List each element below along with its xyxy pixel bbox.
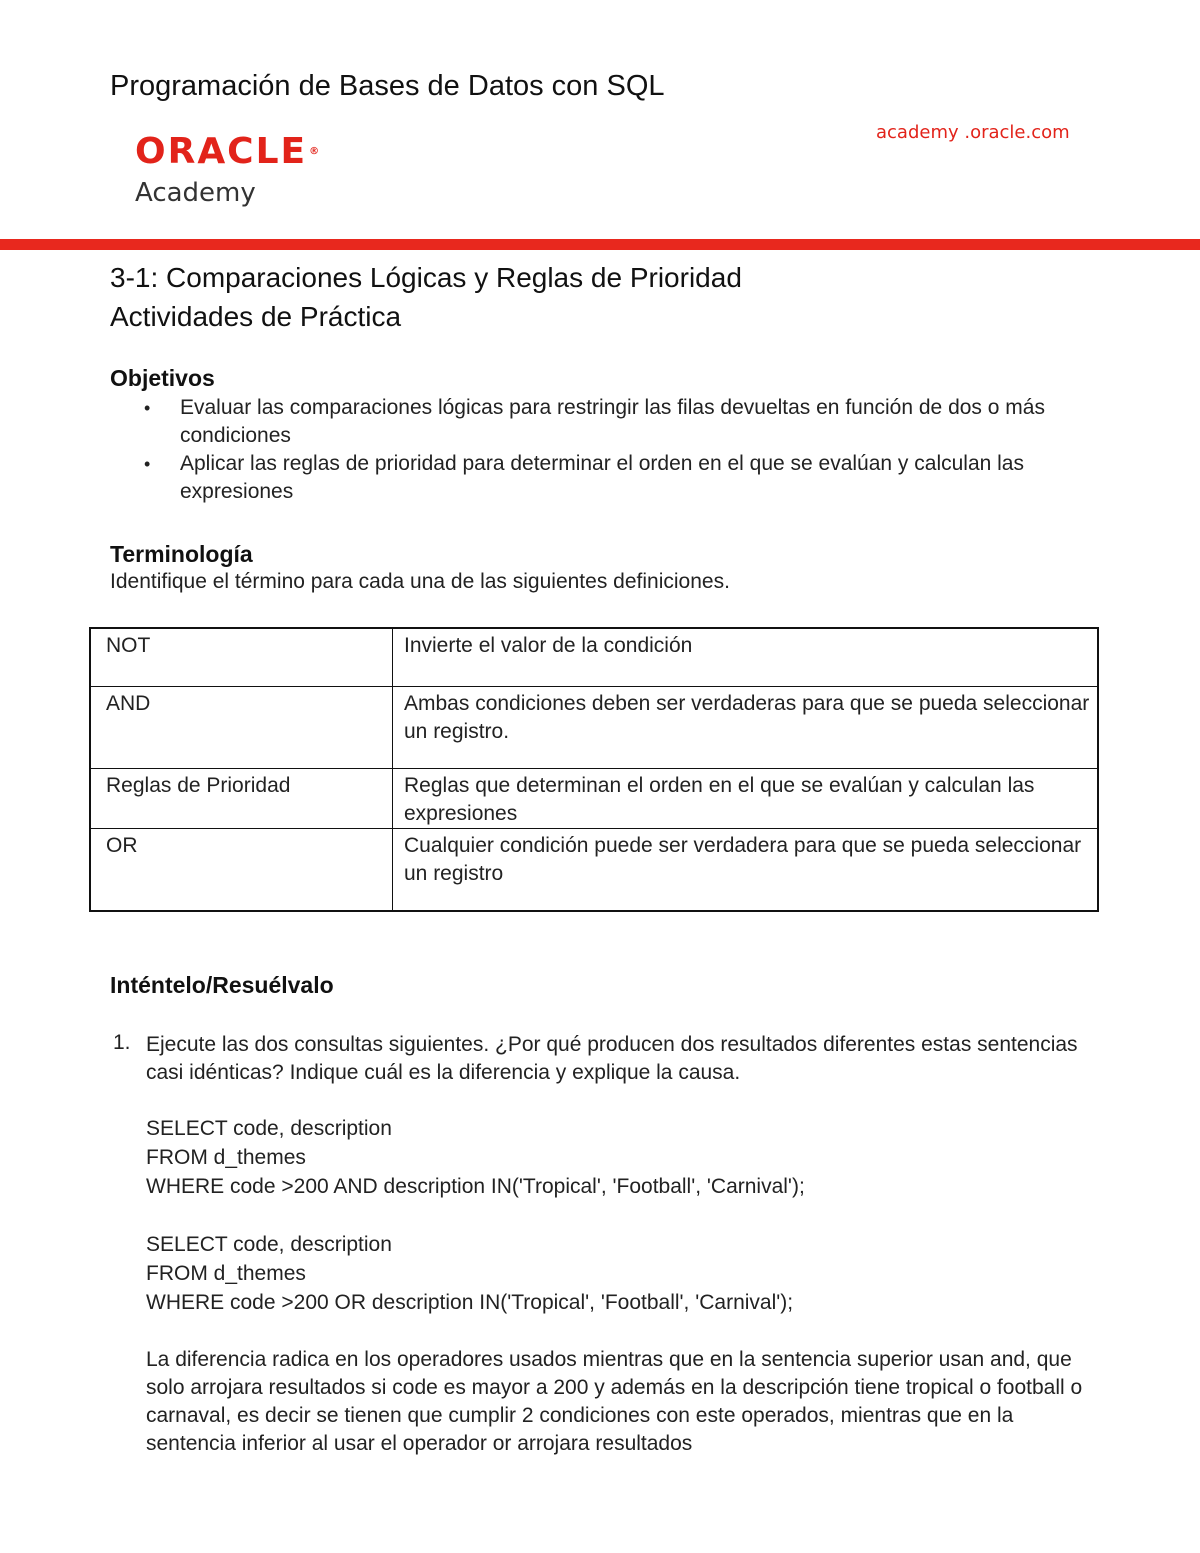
course-title: Programación de Bases de Datos con SQL <box>110 70 665 102</box>
term-cell: AND <box>90 686 393 768</box>
sql-query-and: SELECT code, description FROM d_themes WHERE code >200 AND description IN('Tropical', 'Football', 'Carnival'); <box>146 1117 805 1198</box>
question-text: Ejecute las dos consultas siguientes. ¿Por qué producen dos resultados diferentes estas sentencias casi idénticas? Indique cuál es la diferencia y explique la causa. <box>146 1033 1078 1084</box>
objectives-heading: Objetivos <box>110 365 215 391</box>
logo-wordmark: ORACLE <box>135 131 308 172</box>
bullet-icon: • <box>144 398 151 418</box>
bullet-icon: • <box>144 454 151 474</box>
term-cell: Reglas de Prioridad <box>90 768 393 828</box>
definition-cell: Reglas que determinan el orden en el que se evalúan y calculan las expresiones <box>393 768 1099 828</box>
table-row <box>90 686 1098 768</box>
lesson-title <box>110 258 742 336</box>
logo-subtitle: Academy <box>135 178 256 208</box>
term-cell: NOT <box>90 628 393 686</box>
definition-cell: Cualquier condición puede ser verdadera para que se pueda seleccionar un registro <box>393 828 1099 911</box>
terminology-heading: Terminología <box>110 541 253 567</box>
objectives-list <box>140 394 1100 506</box>
definition-cell: Invierte el valor de la condición <box>393 628 1099 686</box>
term-cell: OR <box>90 828 393 911</box>
question-number: 1. <box>113 1031 131 1054</box>
oracle-academy-logo <box>135 131 350 208</box>
practice-heading: Inténtelo/Resuélvalo <box>110 972 334 998</box>
list-item: • Evaluar las comparaciones lógicas para restringir las filas devueltas en función de dos o más condiciones <box>144 396 1045 447</box>
terminology-intro: Identifique el término para cada una de las siguientes definiciones. <box>110 570 730 593</box>
table-row <box>90 768 1098 828</box>
academy-site-link[interactable]: academy .oracle.com <box>876 122 1070 143</box>
lesson-title-line1: 3-1: Comparaciones Lógicas y Reglas de Prioridad <box>110 262 742 293</box>
definition-cell: Ambas condiciones deben ser verdaderas para que se pueda seleccionar un registro. <box>393 686 1099 768</box>
header-divider <box>0 239 1200 250</box>
answer-text: La diferencia radica en los operadores usados mientras que en la sentencia superior usan and, que solo arrojara resultados si code es mayor a 200 y además en la descripción tiene tropical o football o carnaval, es decir se tienen que cumplir 2 condiciones con este operados, mientras que en la sentencia inferior al usar el operador or arrojara resultados <box>146 1348 1083 1455</box>
table-row <box>90 628 1098 686</box>
lesson-title-line2: Actividades de Práctica <box>110 301 402 332</box>
terminology-table <box>89 627 1099 912</box>
table-row <box>90 828 1098 911</box>
list-item: • Aplicar las reglas de prioridad para determinar el orden en el que se evalúan y calculan las expresiones <box>144 452 1024 503</box>
registered-mark: ® <box>309 146 322 157</box>
sql-query-or: SELECT code, description FROM d_themes WHERE code >200 OR description IN('Tropical', 'Football', 'Carnival'); <box>146 1233 794 1314</box>
